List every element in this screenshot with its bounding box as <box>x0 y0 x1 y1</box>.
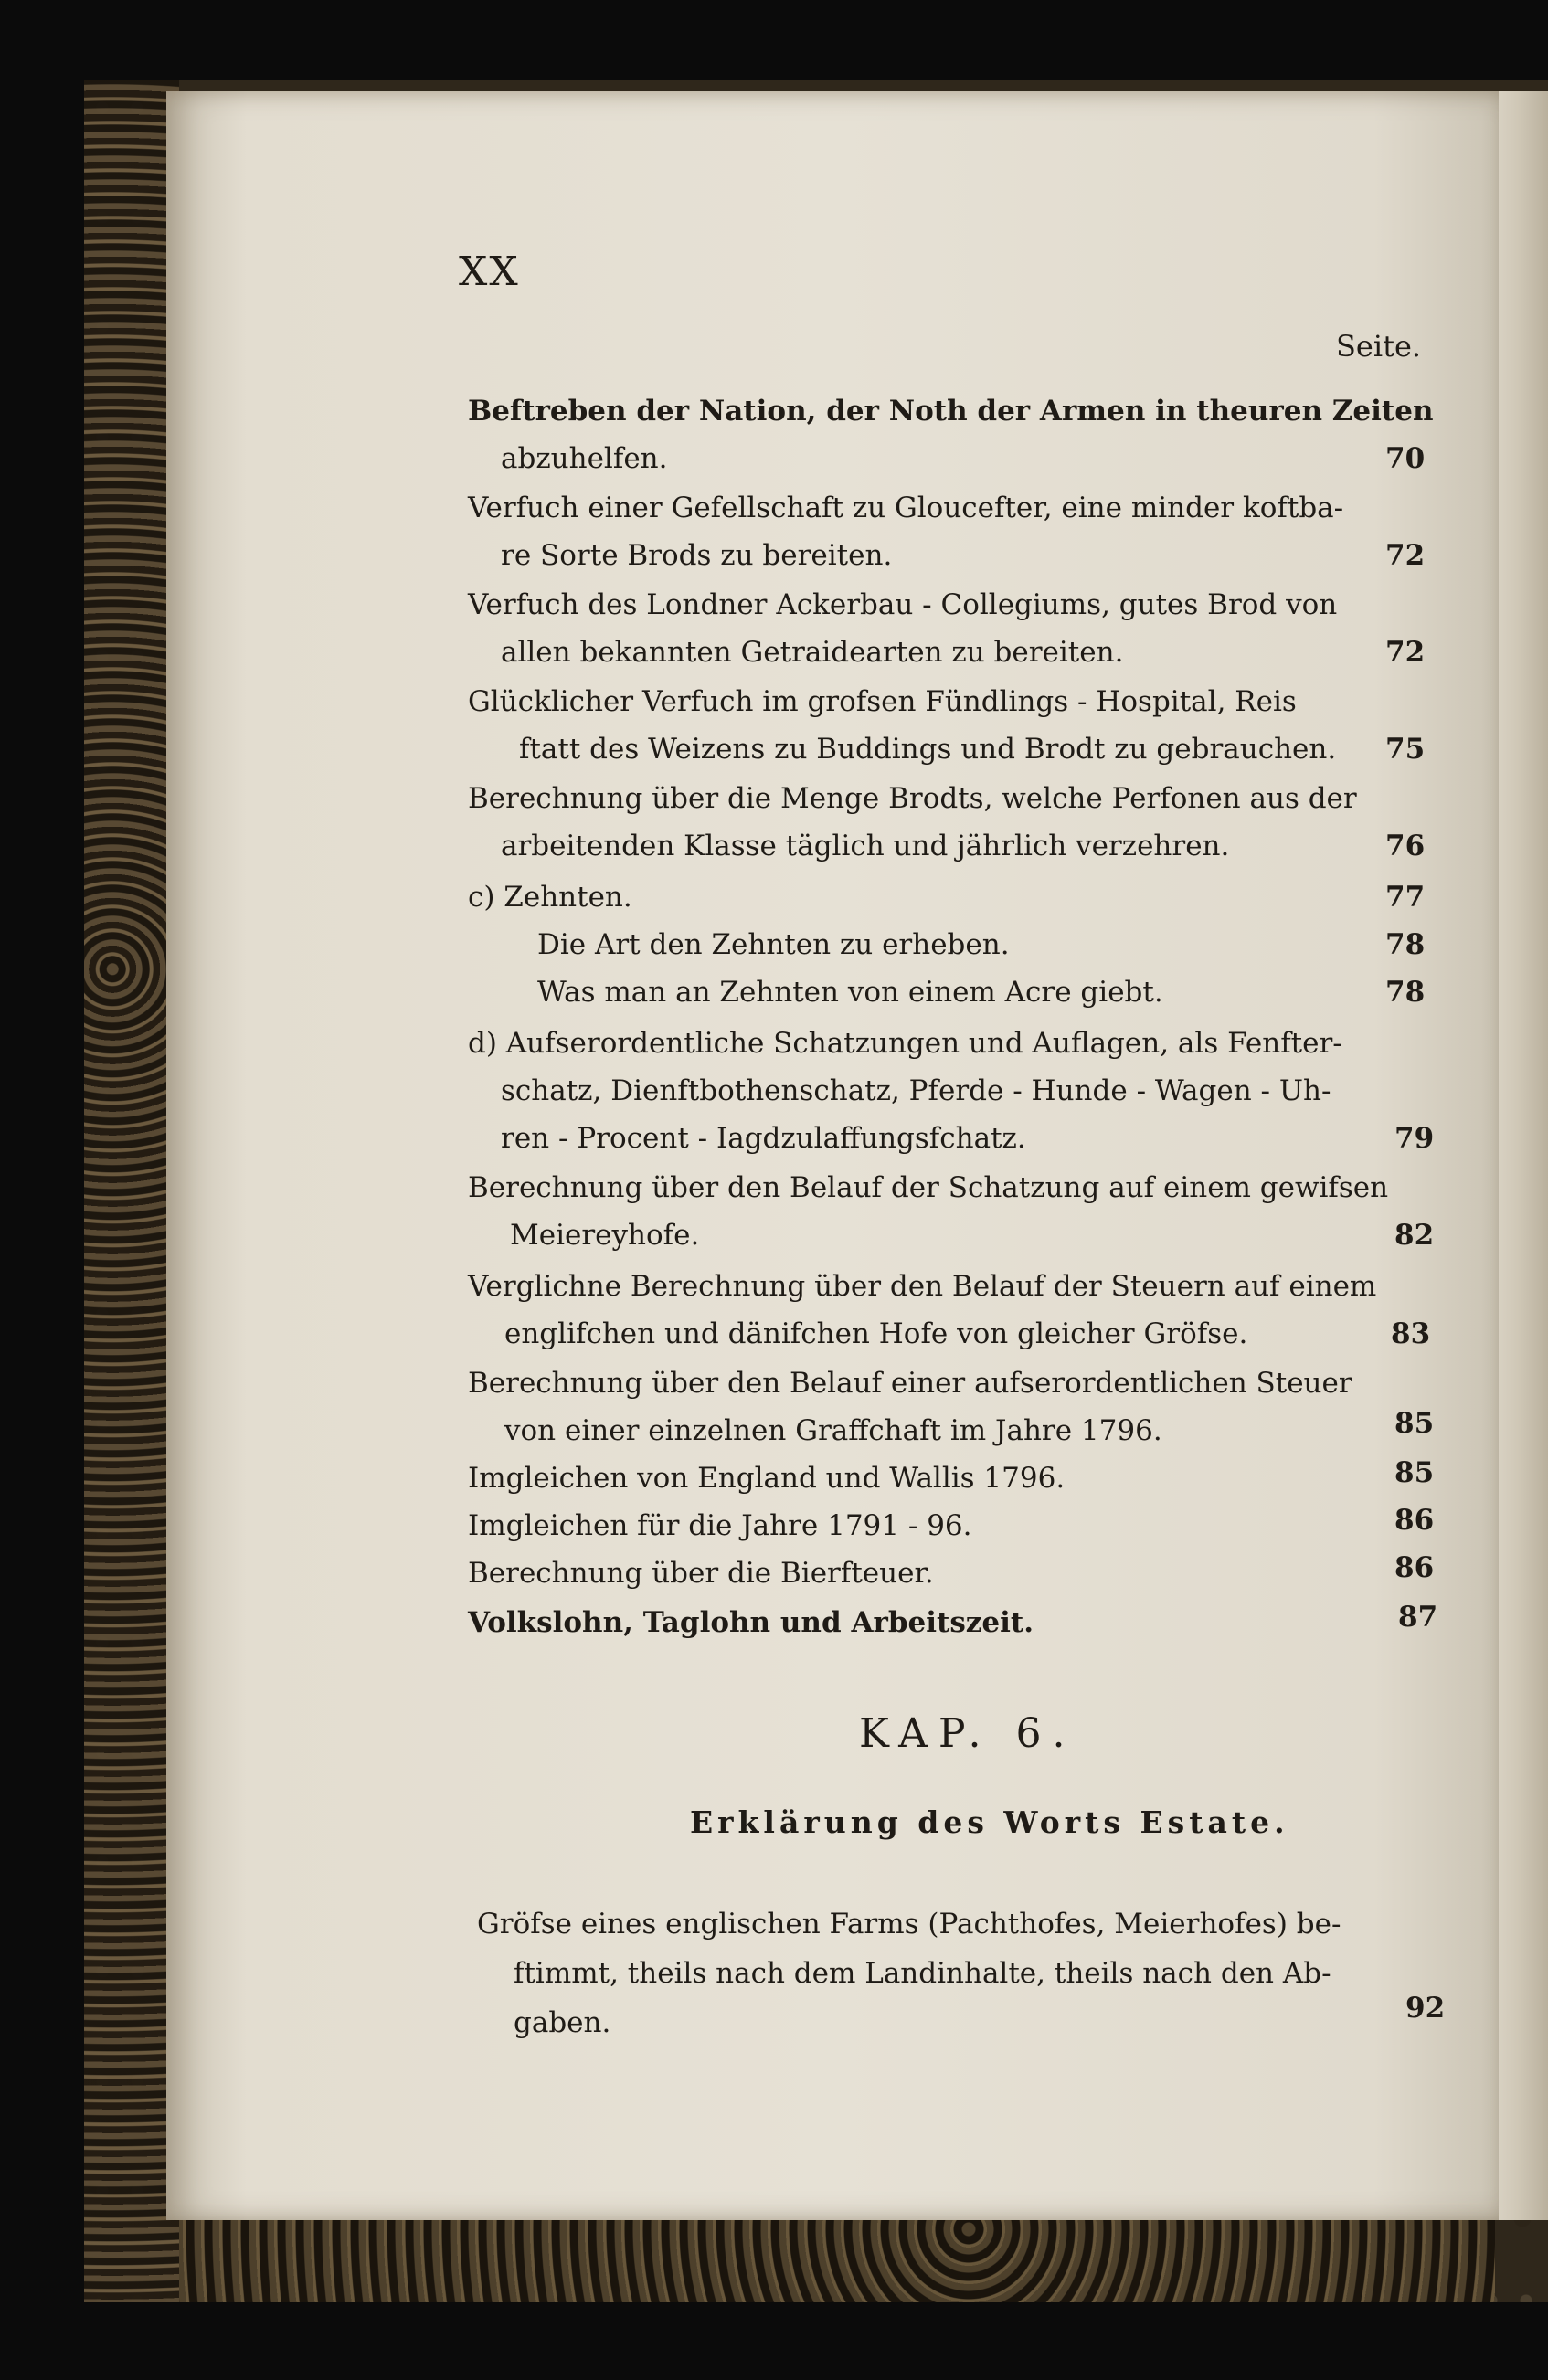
toc-page-number: 78 <box>1385 976 1426 1009</box>
toc-page-number: 77 <box>1385 881 1426 914</box>
toc-page-number: 79 <box>1394 1122 1435 1155</box>
toc-line: Berechnung über die Bierfteuer. <box>468 1557 934 1590</box>
page-number: XX <box>459 249 520 295</box>
toc-line: ren - Procent - Iagdzulaffungsfchatz. <box>501 1122 1026 1155</box>
toc-line: Verfuch einer Gefellschaft zu Gloucefter, eine minder koftba- <box>468 492 1344 524</box>
toc-line: Meiereyhofe. <box>510 1219 700 1252</box>
toc-page-number: 72 <box>1385 636 1426 669</box>
toc-page-number: 72 <box>1385 539 1426 572</box>
toc-page-number: 70 <box>1385 442 1426 475</box>
toc-line: von einer einzelnen Graffchaft im Jahre 1796. <box>504 1414 1162 1447</box>
toc-line: allen bekannten Getraidearten zu bereiten. <box>501 636 1124 669</box>
toc-page-number: 86 <box>1394 1504 1435 1537</box>
chapter-title: KAP. 6. <box>859 1710 1076 1757</box>
toc-line: c) Zehnten. <box>468 881 632 914</box>
toc-line: Was man an Zehnten von einem Acre giebt. <box>537 976 1163 1009</box>
toc-page-number: 85 <box>1394 1456 1435 1489</box>
toc-page-number: 86 <box>1394 1551 1435 1584</box>
toc-line: Berechnung über die Menge Brodts, welche Perfonen aus der <box>468 782 1357 815</box>
toc-line: arbeitenden Klasse täglich und jährlich verzehren. <box>501 830 1230 862</box>
chapter-entry-line: gaben. <box>514 2006 611 2039</box>
toc-page-number: 83 <box>1391 1317 1431 1350</box>
toc-line: Imgleichen für die Jahre 1791 - 96. <box>468 1509 972 1542</box>
toc-line: schatz, Dienftbothenschatz, Pferde - Hunde - Wagen - Uh- <box>501 1074 1331 1107</box>
toc-page-number: 87 <box>1398 1601 1438 1634</box>
toc-page-number: 76 <box>1385 830 1426 862</box>
chapter-subtitle: Erklärung des Worts Estate. <box>690 1804 1289 1840</box>
toc-page-number: 85 <box>1394 1407 1435 1440</box>
toc-line: Verfuch des Londner Ackerbau - Collegiums, gutes Brod von <box>468 588 1338 621</box>
toc-line: abzuhelfen. <box>501 442 668 475</box>
toc-page-number: 82 <box>1394 1219 1435 1252</box>
toc-line: Verglichne Berechnung über den Belauf der Steuern auf einem <box>468 1270 1377 1303</box>
toc-line: Berechnung über den Belauf der Schatzung auf einem gewifsen <box>468 1171 1389 1204</box>
column-heading-seite: Seite. <box>1336 329 1422 364</box>
toc-line: Die Art den Zehnten zu erheben. <box>537 928 1010 961</box>
page-edge-right <box>1499 91 1548 2220</box>
toc-line: d) Aufserordentliche Schatzungen und Auflagen, als Fenfter- <box>468 1027 1342 1060</box>
toc-line: re Sorte Brods zu bereiten. <box>501 539 893 572</box>
toc-line: Volkslohn, Taglohn und Arbeitszeit. <box>468 1606 1034 1639</box>
toc-page-number: 78 <box>1385 928 1426 961</box>
toc-line: Beftreben der Nation, der Noth der Armen in theuren Zeiten <box>468 395 1434 428</box>
toc-line: Berechnung über den Belauf einer aufserordentlichen Steuer <box>468 1367 1352 1400</box>
toc-line: Imgleichen von England und Wallis 1796. <box>468 1462 1066 1495</box>
marbled-cover-bottom <box>179 2211 1495 2302</box>
toc-line: Glücklicher Verfuch im grofsen Fündlings - Hospital, Reis <box>468 685 1297 718</box>
chapter-entry-line: ftimmt, theils nach dem Landinhalte, theils nach den Ab- <box>514 1957 1331 1990</box>
chapter-entry-line: Gröfse eines englischen Farms (Pachthofes, Meierhofes) be- <box>477 1908 1341 1941</box>
toc-line: ftatt des Weizens zu Buddings und Brodt zu gebrauchen. <box>519 733 1337 766</box>
toc-page-number: 75 <box>1385 733 1426 766</box>
chapter-entry-page-number: 92 <box>1405 1992 1446 2025</box>
marbled-cover-left <box>84 80 179 2302</box>
toc-line: englifchen und dänifchen Hofe von gleicher Gröfse. <box>504 1317 1248 1350</box>
